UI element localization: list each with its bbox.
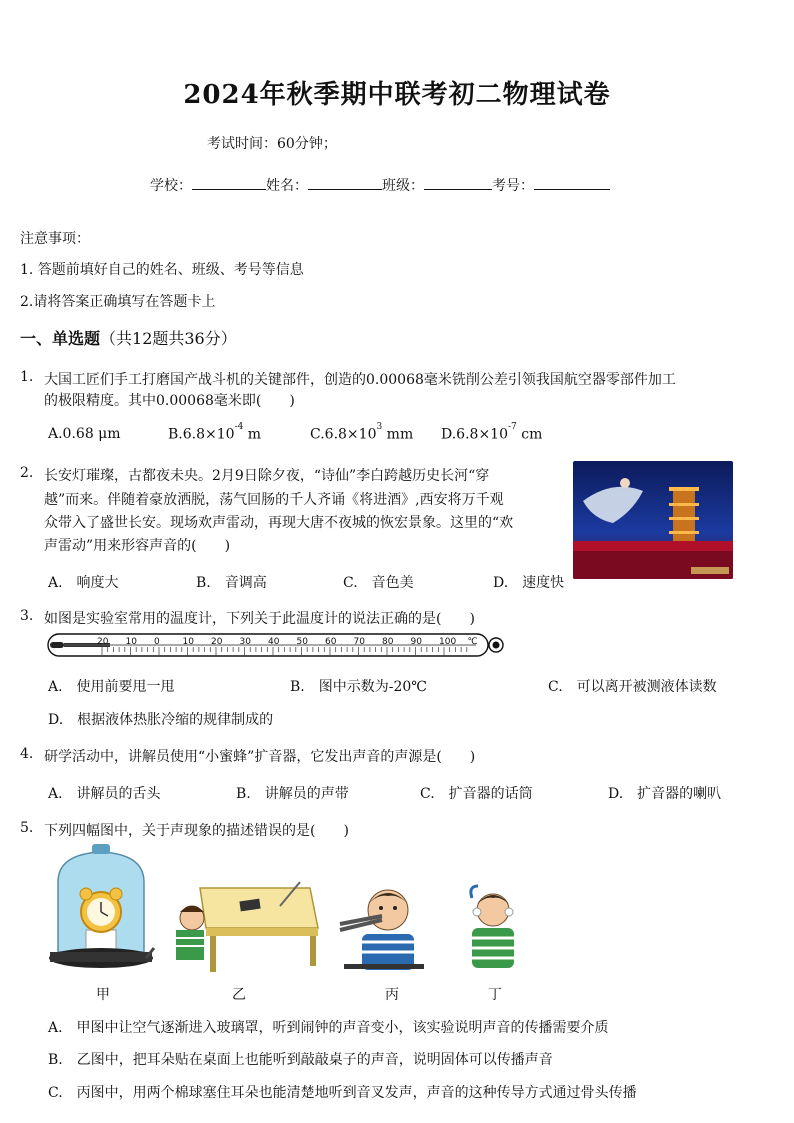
thermometer-scale-label: 30: [239, 637, 251, 647]
school-field[interactable]: [192, 177, 266, 190]
option-b[interactable]: B. 音调高: [196, 575, 267, 591]
info-fields: [150, 175, 610, 195]
figure-caption: 丙: [385, 987, 399, 1003]
thermometer-scale-label: ℃: [467, 637, 478, 647]
figure-caption: 甲: [96, 987, 110, 1003]
class-label: 班级：: [382, 178, 424, 194]
option-a[interactable]: A. 讲解员的舌头: [48, 786, 161, 802]
thermometer-scale-label: 90: [410, 637, 422, 647]
question-text: 声雷动”用来形容声音的( ): [44, 538, 231, 554]
night-festival-photo: [573, 461, 733, 579]
question-number: 3.: [20, 608, 34, 624]
notice-heading: 注意事项：: [20, 231, 90, 247]
notice-item: 1. 答题前填好自己的姓名、班级、考号等信息: [20, 262, 304, 278]
option-a[interactable]: A.0.68 μm: [48, 426, 121, 442]
earplug-person-figure: [460, 882, 526, 972]
question-text: 研学活动中，讲解员使用“小蜜蜂”扩音器，它发出声音的声源是( ): [44, 749, 476, 765]
option-b[interactable]: $B.6.8\times 10^{-4}$ m: [168, 422, 262, 443]
exam-time: 考试时间：60分钟；: [207, 136, 337, 152]
question-number: 5.: [20, 820, 34, 836]
option-d[interactable]: D. 速度快: [493, 575, 565, 591]
tuning-fork-figure: [336, 878, 432, 973]
name-label: 姓名：: [266, 178, 308, 194]
option-c[interactable]: C. 丙图中，用两个棉球塞住耳朵也能清楚地听到音叉发声，声音的这种传导方式通过骨头传播: [48, 1085, 637, 1101]
option-c[interactable]: C. 音色美: [343, 575, 414, 591]
section-heading: [20, 326, 237, 349]
question-text: 众带入了盛世长安。现场欢声雷动，再现大唐不夜城的恢宏景象。这里的“欢: [44, 515, 514, 531]
option-a[interactable]: A. 使用前要甩一甩: [48, 679, 175, 695]
page-title: 2024年秋季期中联考初二物理试卷: [183, 80, 611, 110]
question-text: 长安灯璀璨，古都夜未央。2月9日除夕夜，“诗仙”李白跨越历史长河“穿: [44, 468, 490, 484]
question-number: 1.: [20, 369, 34, 385]
option-c[interactable]: $C.6.8\times 10^3$ mm: [310, 422, 414, 443]
thermometer-scale-label: 10: [182, 637, 194, 647]
thermometer-scale-label: 20: [211, 637, 223, 647]
question-text: 大国工匠们手工打磨国产战斗机的关键部件，创造的0.00068毫米铣削公差引领我国航空器零部件加工: [44, 372, 676, 388]
thermometer-scale-label: 40: [268, 637, 280, 647]
question-text: 越”而来。伴随着豪放洒脱，荡气回肠的千人齐诵《将进酒》,西安将万千观: [44, 492, 504, 508]
ear-on-desk-figure: [170, 878, 320, 973]
section-info: （共12题共36分）: [100, 329, 237, 348]
option-b[interactable]: B. 乙图中，把耳朵贴在桌面上也能听到敲敲桌子的声音，说明固体可以传播声音: [48, 1052, 553, 1068]
number-field[interactable]: [534, 177, 610, 190]
thermometer-figure: [46, 632, 506, 660]
option-b[interactable]: B. 讲解员的声带: [236, 786, 349, 802]
thermometer-scale-label: 20: [97, 637, 109, 647]
section-title: 一、单选题: [20, 329, 101, 348]
class-field[interactable]: [424, 177, 492, 190]
thermometer-scale-label: 50: [296, 637, 308, 647]
thermometer-scale-label: 80: [382, 637, 394, 647]
option-d[interactable]: D. 根据液体热胀冷缩的规律制成的: [48, 712, 274, 728]
question-text: 如图是实验室常用的温度计，下列关于此温度计的说法正确的是( ): [44, 611, 475, 627]
figure-caption: 丁: [488, 987, 502, 1003]
option-b[interactable]: B. 图中示数为-20℃: [290, 679, 427, 695]
number-label: 考号：: [492, 178, 534, 194]
question-number: 4.: [20, 746, 34, 762]
bell-jar-figure: [46, 842, 156, 974]
question-text: 下列四幅图中，关于声现象的描述错误的是( ): [44, 823, 349, 839]
option-a[interactable]: A. 甲图中让空气逐渐进入玻璃罩，听到闹钟的声音变小，该实验说明声音的传播需要介质: [48, 1020, 609, 1036]
figure-caption: 乙: [232, 987, 246, 1003]
option-d[interactable]: $D.6.8\times 10^{-7}$ cm: [441, 422, 543, 443]
school-label: 学校：: [150, 178, 192, 194]
thermometer-scale-label: 0: [154, 637, 160, 647]
thermometer-scale-label: 10: [125, 637, 137, 647]
thermometer-scale-label: 60: [325, 637, 337, 647]
notice-item: 2.请将答案正确填写在答题卡上: [20, 294, 216, 310]
option-c[interactable]: C. 扩音器的话筒: [420, 786, 533, 802]
thermometer-scale-label: 70: [353, 637, 365, 647]
option-d[interactable]: D. 扩音器的喇叭: [608, 786, 722, 802]
option-c[interactable]: C. 可以离开被测液体读数: [548, 679, 717, 695]
question-number: 2.: [20, 465, 34, 481]
thermometer-scale-label: 100: [439, 637, 457, 647]
option-a[interactable]: A. 响度大: [48, 575, 119, 591]
question-text: 的极限精度。其中0.00068毫米即( ): [44, 393, 295, 409]
name-field[interactable]: [308, 177, 382, 190]
